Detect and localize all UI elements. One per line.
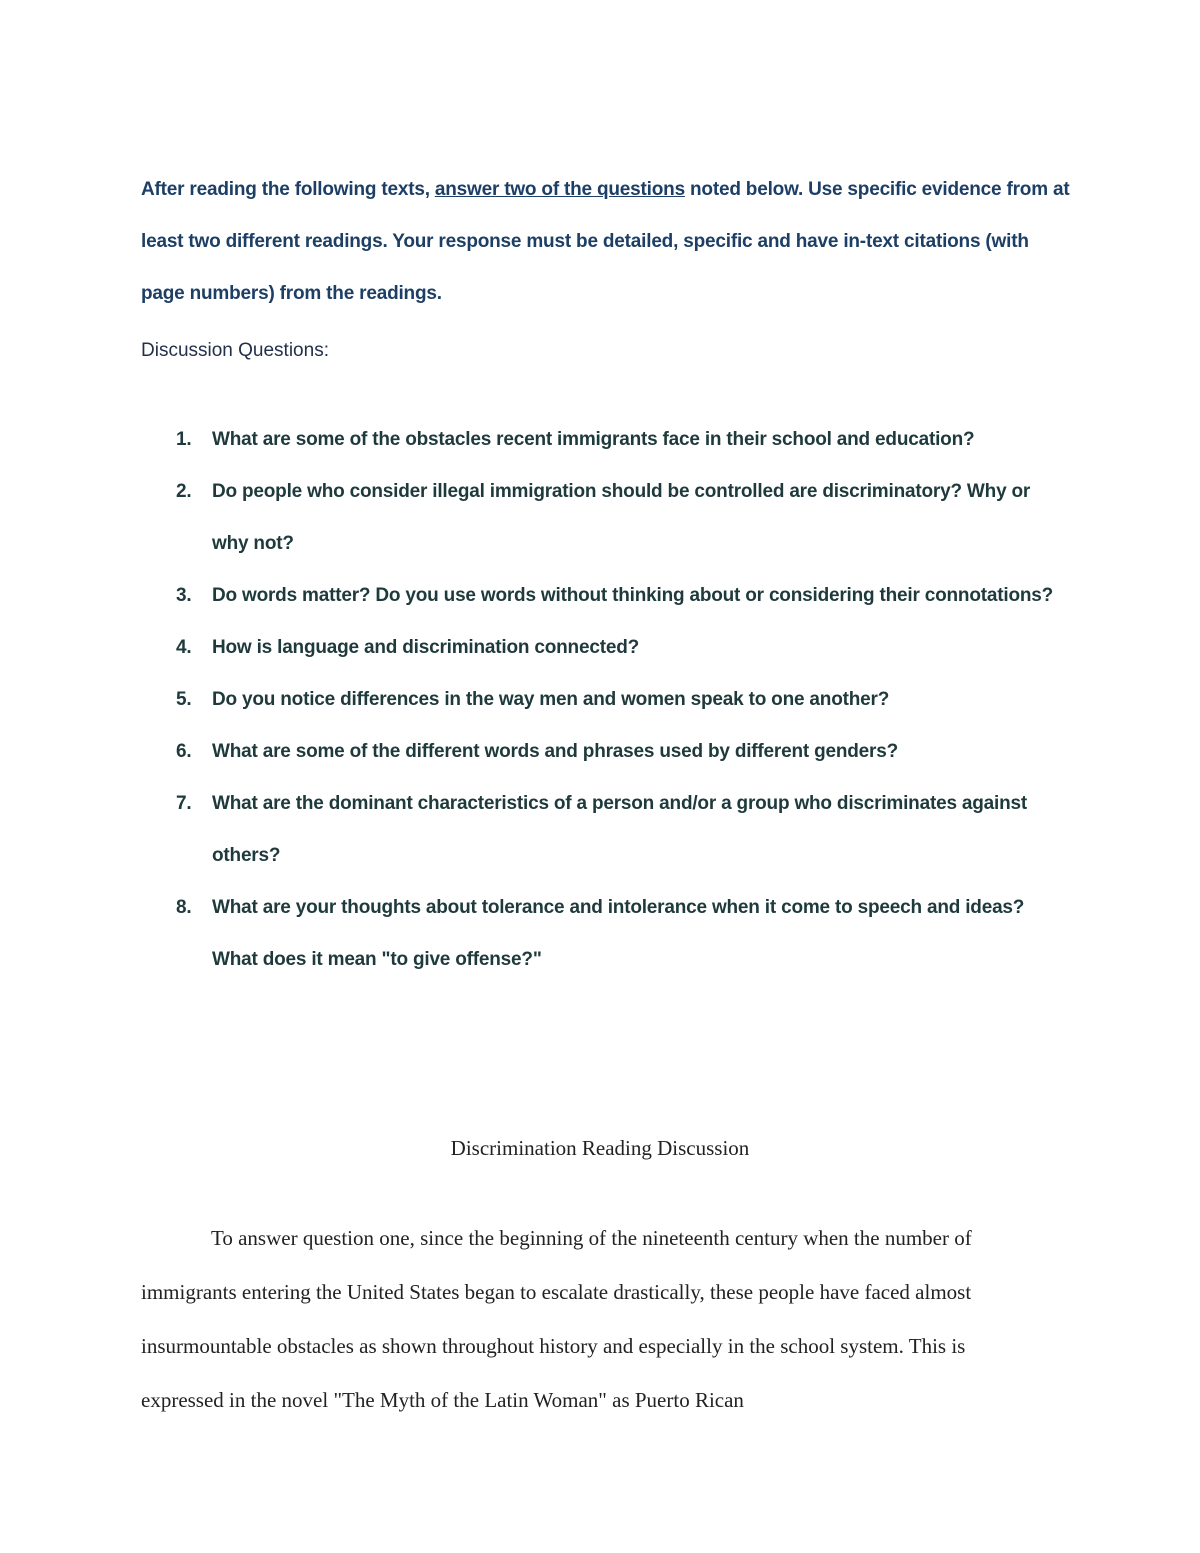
- question-text: What are some of the obstacles recent immigrants face in their school and education?: [212, 429, 975, 450]
- question-number: 5.: [176, 689, 192, 710]
- question-text: Do words matter? Do you use words without thinking about or considering their connotations?: [212, 585, 1054, 606]
- question-text: What are some of the different words and phrases used by different genders?: [212, 741, 899, 762]
- discussion-questions-title: Discussion Questions:: [141, 340, 329, 361]
- question-item: [141, 778, 1071, 882]
- question-number: 4.: [176, 637, 192, 658]
- question-item: [141, 674, 1071, 726]
- essay-paragraph: To answer question one, since the beginning of the nineteenth century when the number of immigrants entering the United States began to escalate drastically, these people have faced almost insurmountable obstacles as shown throughout history and especially in the school system. This is expressed in the novel "The Myth of the Latin Woman" as Puerto Rican: [141, 1226, 972, 1412]
- instructions-underlined-text: answer two of the questions: [434, 179, 685, 200]
- question-number: 7.: [176, 793, 192, 814]
- question-item: [141, 882, 1071, 986]
- question-number: 6.: [176, 741, 192, 762]
- question-text: Do you notice differences in the way men and women speak to one another?: [212, 689, 890, 710]
- essay-title: Discrimination Reading Discussion: [450, 1136, 750, 1160]
- instructions-text-start: After reading the following texts,: [141, 179, 435, 200]
- question-number: 3.: [176, 585, 192, 606]
- question-number: 1.: [176, 429, 192, 450]
- question-text: What are the dominant characteristics of a person and/or a group who discriminates against others?: [212, 793, 1028, 866]
- question-text: How is language and discrimination connected?: [212, 637, 640, 658]
- question-number: 2.: [176, 481, 192, 502]
- question-item: [141, 726, 1071, 778]
- question-item: [141, 622, 1071, 674]
- question-item: [141, 570, 1071, 622]
- instructions-text-end: noted below. Use specific evidence from at least two different readings. Your response must be detailed, specific and have in-text citations (with page numbers) from the readings.: [141, 179, 1070, 304]
- assignment-instructions: [141, 164, 1071, 320]
- discussion-question-list: [141, 414, 1071, 986]
- question-text: What are your thoughts about tolerance and intolerance when it come to speech and ideas? What does it mean "to give offense?": [212, 897, 1025, 970]
- question-item: [141, 414, 1071, 466]
- question-text: Do people who consider illegal immigration should be controlled are discriminatory? Why or why not?: [212, 481, 1031, 554]
- question-item: [141, 466, 1071, 570]
- question-number: 8.: [176, 897, 192, 918]
